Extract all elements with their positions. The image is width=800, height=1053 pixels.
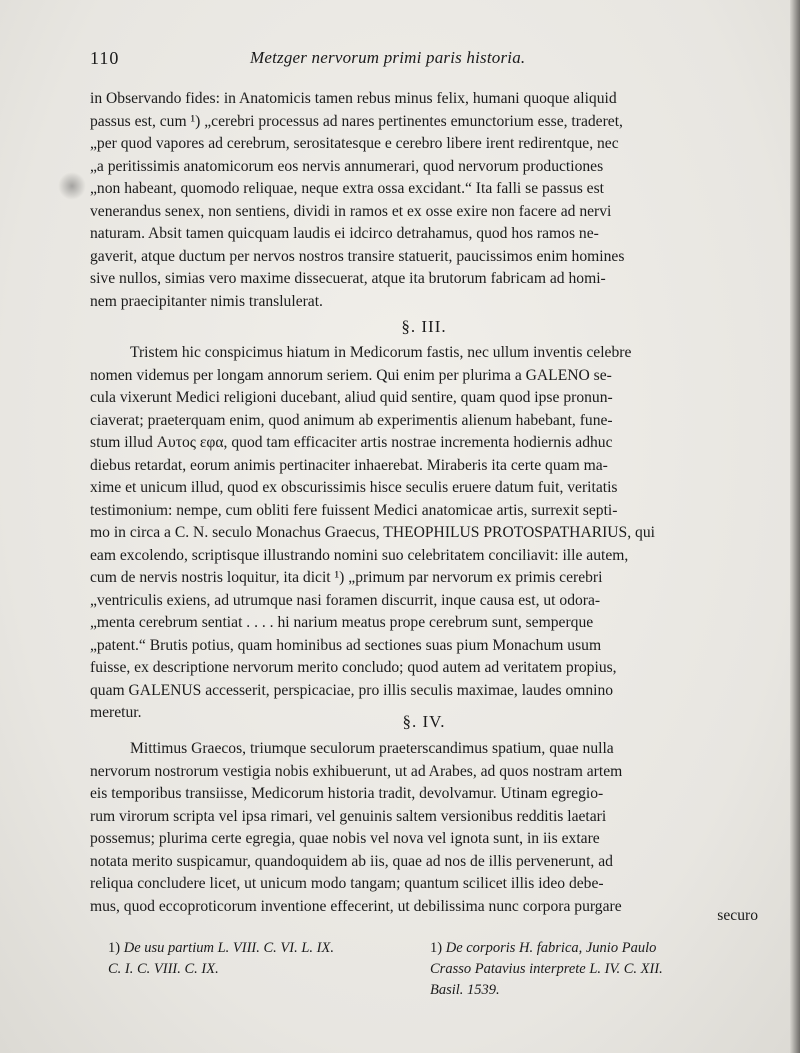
text-line: ciaverat; praeterquam enim, quod animum ab experimentis alienum habebant, fune- bbox=[90, 411, 613, 429]
footnote-text: Basil. 1539. bbox=[430, 982, 500, 998]
text-line: stum illud Αυτος εφα, quod tam efficaciter artis nostrae incrementa hodiernis adhuc bbox=[90, 434, 613, 451]
running-header bbox=[90, 48, 758, 74]
ink-smudge bbox=[58, 172, 86, 200]
catchword: securo bbox=[717, 907, 758, 924]
text-line: quam GALENUS accesserit, perspicaciae, pro illis seculis maximae, laudes omnino bbox=[90, 681, 614, 699]
section-4-paragraph bbox=[90, 738, 758, 918]
text-line: venerandus senex, non sentiens, dividi in ramos et ex osse exire non facere ad nervi bbox=[90, 202, 612, 220]
footnote-mark: 1) bbox=[430, 940, 443, 956]
text-line: nem praecipitanter nimis translulerat. bbox=[90, 292, 323, 310]
text-line: „non habeant, quomodo reliquae, neque extra ossa excidant.“ Ita falli se passus est bbox=[90, 180, 604, 197]
text-line: testimonium: nempe, cum obliti fere fuissent Medici anatomicae artis, surrexit septi- bbox=[90, 501, 618, 519]
footnote-text: Crasso Patavius interprete L. IV. C. XII. bbox=[430, 961, 663, 977]
footnote-text: C. I. C. VIII. C. IX. bbox=[108, 961, 219, 977]
text-line: nomen videmus per longam annorum seriem. Qui enim per plurima a GALENO se- bbox=[90, 366, 612, 384]
page-number: 110 bbox=[90, 48, 120, 68]
section-heading-3: §. III. bbox=[401, 317, 447, 336]
text-line: „a peritissimis anatomicorum eos nervis annumerari, quod nervorum productiones bbox=[90, 157, 604, 175]
text-line: eam excolendo, scriptisque illustrando nomini suo celebritatem conciliavit: ille autem, bbox=[90, 546, 629, 564]
running-title: Metzger nervorum primi paris historia. bbox=[250, 48, 526, 67]
text-line: xime et unicum illud, quod ex obscurissimis hisce seculis eruere datum fuit, veritatis bbox=[90, 479, 618, 496]
text-line: Mittimus Graecos, triumque seculorum praeterscandimus spatium, quae nulla bbox=[130, 740, 614, 757]
text-line: rum virorum scripta vel ipsa rimari, vel genuinis saltem versionibus redditis laetari bbox=[90, 807, 607, 825]
text-line: „per quod vapores ad cerebrum, serositatesque e cerebro libere irent redirentque, nec bbox=[90, 135, 619, 152]
footnote-left bbox=[108, 938, 408, 980]
text-line: „ventriculis exiens, ad utrumque nasi foramen discurrit, inque causa est, ut odora- bbox=[90, 591, 601, 609]
section-heading-4: §. IV. bbox=[402, 712, 446, 731]
text-line: „menta cerebrum sentiat . . . . hi narium meatus prope cerebrum sunt, semperque bbox=[90, 614, 594, 631]
intro-paragraph bbox=[90, 88, 758, 313]
text-line: reliqua concludere licet, ut unicum modo tangam; quantum scilicet illis ideo debe- bbox=[90, 875, 604, 892]
text-line: „patent.“ Brutis potius, quam hominibus ad sectiones suas pium Monachum usum bbox=[90, 636, 602, 654]
text-line: in Observando fides: in Anatomicis tamen rebus minus felix, humani quoque aliquid bbox=[90, 90, 617, 107]
text-line: possemus; plurima certe egregia, quae nobis vel nova vel ignota sunt, in iis extare bbox=[90, 830, 600, 847]
section-3-paragraph bbox=[90, 342, 758, 725]
footnote-mark: 1) bbox=[108, 940, 121, 956]
footnote-text: De corporis H. fabrica, Junio Paulo bbox=[445, 940, 657, 956]
footnote-text: De usu partium L. VIII. C. VI. L. IX. bbox=[123, 940, 334, 956]
text-line: passus est, cum ¹) „cerebri processus ad nares pertinentes emunctorium esse, traderet, bbox=[90, 112, 623, 130]
text-line: meretur. bbox=[90, 704, 142, 721]
text-line: notata merito suspicamur, quandoquidem ab iis, quae ad nos de illis pervenerunt, ad bbox=[90, 852, 613, 870]
text-line: cula vixerunt Medici religioni ducebant, aliud quid sentire, quam quod ipse pronun- bbox=[90, 389, 613, 406]
text-line: nervorum nostrorum vestigia nobis exhibuerunt, ut ad Arabes, ad quos nostram artem bbox=[90, 762, 623, 780]
text-line: diebus retardat, eorum animis pertinaciter inhaerebat. Miraberis ita certe quam ma- bbox=[90, 456, 608, 474]
text-line: naturam. Absit tamen quicquam laudis ei idcirco detrahamus, quod hos ramos ne- bbox=[90, 225, 599, 242]
text-line: mo in circa a C. N. seculo Monachus Graecus, THEOPHILUS PROTOSPATHARIUS, qui bbox=[90, 524, 655, 541]
text-line: gaverit, atque ductum per nervos nostros transire statuerit, paucissimos enim homines bbox=[90, 247, 625, 265]
text-line: cum de nervis nostris loquitur, ita dicit ¹) „primum par nervorum ex primis cerebri bbox=[90, 569, 603, 586]
text-line: eis temporibus transiisse, Medicorum historia tradit, devolvamur. Utinam egregio- bbox=[90, 785, 604, 802]
page-spine-shadow bbox=[790, 0, 800, 1053]
text-line: Tristem hic conspicimus hiatum in Medicorum fastis, nec ullum inventis celebre bbox=[130, 344, 632, 361]
footnote-right bbox=[430, 938, 750, 1001]
text-line: sive nullos, simias vero maxime dissecuerat, atque ita brutorum fabricam ad homi- bbox=[90, 270, 606, 287]
text-line: mus, quod eccoproticorum inventione effecerint, ut debilissima nunc corpora purgare bbox=[90, 897, 622, 915]
text-line: fuisse, ex descriptione nervorum merito concludo; quod autem ad veritatem propius, bbox=[90, 659, 617, 676]
